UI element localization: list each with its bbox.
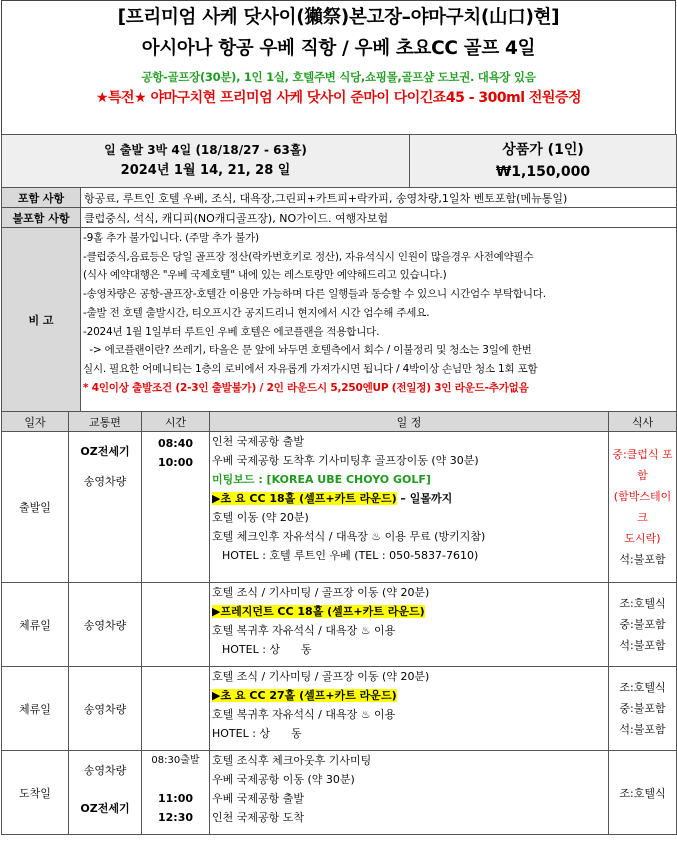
time-checkout: 08:30출발 [151, 755, 200, 766]
meal-lunch: 중:불포함 [619, 618, 666, 631]
itinerary-cell [210, 751, 609, 835]
remark-line: -클럽중식,음료등은 당일 골프장 정산(락카번호키로 정산), 자유석식시 인원이 많을경우 사전예약필수 [83, 250, 534, 263]
time-arrive: 12:30 [157, 811, 193, 824]
itinerary-cell [210, 667, 609, 751]
price-info [410, 135, 677, 188]
golf-round-highlight: ▶초 요 CC 27홀 (셀프+카트 라운드) [212, 689, 397, 702]
warning-line: * 4인이상 출발조건 (2-3인 출발불가) / 2인 라운드시 5,250엔UP (전일정) 3인 라운드-추가없음 [83, 381, 529, 394]
col-header-transport: 교통편 [69, 412, 142, 432]
time-cell [142, 667, 210, 751]
features-line: 공항-골프장(30분), 1인 1실, 호텔주변 식당,쇼핑몰,골프샾 도보권. 대욕장 있음 [141, 70, 536, 84]
day-label: 도착일 [2, 751, 69, 835]
remarks-label: 비 고 [2, 228, 81, 412]
time-cell [142, 432, 210, 583]
meal-dinner: 석:불포함 [619, 553, 666, 566]
meals-cell [609, 667, 677, 751]
hotel-info: HOTEL : 호텔 루트인 우베 (TEL : 050-5837-7610) [222, 549, 479, 562]
time-depart: 08:40 [157, 437, 193, 450]
meal-breakfast: 조:호텔식 [619, 786, 666, 800]
col-header-time: 시간 [142, 412, 210, 432]
excludes-label: 불포함 사항 [2, 208, 81, 228]
transport-cell [69, 751, 142, 835]
itinerary-item: 호텔 복귀후 자유석식 / 대욕장 ♨ 이용 [212, 708, 396, 721]
meeting-board: 미팅보드 : [KOREA UBE CHOYO GOLF] [212, 473, 431, 486]
col-header-meals: 식사 [609, 412, 677, 432]
time-cell [142, 751, 210, 835]
remark-line: -송영차량은 공항-골프장-호텔간 이용만 가능하며 다른 일행들과 동승할 수 있으니 시간엄수 부탁합니다. [83, 288, 546, 301]
meals-cell [609, 583, 677, 667]
itinerary-item: 우베 국제공항 도착후 기사미팅후 골프장이동 (약 30분) [212, 454, 479, 467]
hotel-info: HOTEL : 상 동 [212, 727, 302, 740]
promo-line: ★특전★ 야마구치현 프리미엄 사케 닷사이 준마이 다이긴죠45 - 300ml 전원증정 [95, 90, 582, 106]
price-label: 상품가 (1인) [502, 142, 584, 158]
itinerary-item: 호텔 체크인후 자유석식 / 대욕장 ♨ 이용 무료 (방키지참) [212, 530, 486, 543]
includes-label: 포함 사항 [2, 188, 81, 208]
schedule-row-day3 [2, 667, 677, 751]
departure-info [2, 135, 410, 188]
itinerary-item [212, 602, 608, 621]
remark-line: (식사 예약대행은 "우베 국제호텔" 내에 있는 레스토랑만 예약해드리고 있습니다.) [83, 269, 447, 282]
col-header-itinerary: 일 정 [210, 412, 609, 432]
departure-dates: 2024년 1월 14, 21, 28 일 [120, 163, 291, 178]
schedule-table [1, 411, 677, 835]
itinerary-item: 우베 국제공항 이동 (약 30분) [212, 773, 355, 786]
transport-shuttle: 송영차량 [69, 667, 142, 751]
remark-line: -출발 전 호텔 출발시간, 티오프시간 공지드리니 현지에서 시간 엄수해 주세요. [83, 306, 430, 319]
time-arrive: 10:00 [157, 456, 193, 469]
remark-line: 실시. 필요한 어메니티는 1층의 로비에서 자유롭게 가져가시면 됩니다 / 4박이상 손님만 청소 1회 포함 [83, 362, 538, 375]
itinerary-item: 호텔 조식 / 기사미팅 / 골프장 이동 (약 20분) [212, 586, 430, 599]
itinerary-item: 인천 국제공항 도착 [212, 811, 305, 824]
itinerary-cell [210, 432, 609, 583]
itinerary-cell [210, 583, 609, 667]
hotel-info: HOTEL : 상 동 [222, 643, 312, 656]
meals-cell [609, 751, 677, 835]
page-subtitle: 아시아나 항공 우베 직항 / 우베 초요CC 골프 4일 [141, 38, 536, 59]
meal-dinner: 석:불포함 [619, 639, 666, 652]
time-cell [142, 583, 210, 667]
schedule-row-day1 [2, 432, 677, 583]
itinerary-item: 호텔 이동 (약 20분) [212, 511, 309, 524]
itinerary-item: 호텔 조식후 체크아웃후 기사미팅 [212, 754, 372, 767]
itinerary-item [212, 489, 608, 508]
excludes-text: 클럽중식, 석식, 캐디피(NO캐디골프장), NO가이드. 여행자보험 [81, 208, 677, 228]
transport-flight: OZ전세기 [80, 802, 130, 815]
transport-shuttle: 송영차량 [83, 475, 127, 488]
schedule-row-day2 [2, 583, 677, 667]
day-label: 출발일 [2, 432, 69, 583]
title-block [1, 0, 676, 135]
golf-round-highlight: ▶초 요 CC 18홀 (셀프+카트 라운드) [212, 492, 397, 505]
price-value: ₩1,150,000 [495, 164, 591, 180]
meal-dinner: 석:불포함 [619, 723, 666, 736]
golf-round-highlight: ▶프레지던트 CC 18홀 (셀프+카트 라운드) [212, 605, 425, 618]
includes-text: 항공료, 루트인 호텔 우베, 조식, 대욕장,그린피+카트피+락카피, 송영차량,1일차 벤토포함(메뉴통일) [81, 188, 677, 208]
schedule-row-day4 [2, 751, 677, 835]
info-table [1, 187, 677, 412]
remark-line: -> 에코플랜이란? 쓰레기, 타올은 문 앞에 놔두면 호텔측에서 회수 / 이불정리 및 청소는 3일에 한번 [83, 344, 532, 357]
meal-lunch: 중:클럽식 포함 [612, 448, 673, 482]
remarks-content [81, 228, 677, 412]
departure-schedule: 일 출발 3박 4일 (18/18/27 - 63홀) [104, 143, 307, 157]
transport-cell [69, 432, 142, 583]
meal-lunch: 중:불포함 [619, 702, 666, 715]
meal-breakfast: 조:호텔식 [619, 597, 666, 610]
remark-line: -2024년 1월 1일부터 루트인 우베 호텔은 에코플랜을 적용합니다. [83, 325, 380, 338]
meal-note: 도시락) [624, 532, 661, 545]
transport-shuttle: 송영차량 [83, 764, 127, 777]
page-title: [프리미엄 사케 닷사이(獺祭)본고장–야마구치(山口)현] [117, 7, 560, 28]
meal-breakfast: 조:호텔식 [619, 681, 666, 694]
transport-shuttle: 송영차량 [69, 583, 142, 667]
day-label: 체류일 [2, 667, 69, 751]
itinerary-item: 호텔 복귀후 자유석식 / 대욕장 ♨ 이용 [212, 624, 396, 637]
meal-note: (함박스테이크 [613, 490, 672, 524]
itinerary-item: 우베 국제공항 출발 [212, 792, 305, 805]
itinerary-item: 호텔 조식 / 기사미팅 / 골프장 이동 (약 20분) [212, 670, 430, 683]
day-label: 체류일 [2, 583, 69, 667]
remark-line: -9홀 추가 불가입니다. (주말 추가 불가) [83, 232, 259, 244]
col-header-date: 일자 [2, 412, 69, 432]
itinerary-item [212, 686, 608, 705]
itinerary-item: 인천 국제공항 출발 [212, 435, 305, 448]
meals-cell [609, 432, 677, 583]
departure-price-table [1, 134, 677, 188]
transport-flight: OZ전세기 [80, 445, 130, 458]
sunset-note: – 일몰까지 [396, 492, 453, 505]
time-depart: 11:00 [157, 792, 193, 805]
